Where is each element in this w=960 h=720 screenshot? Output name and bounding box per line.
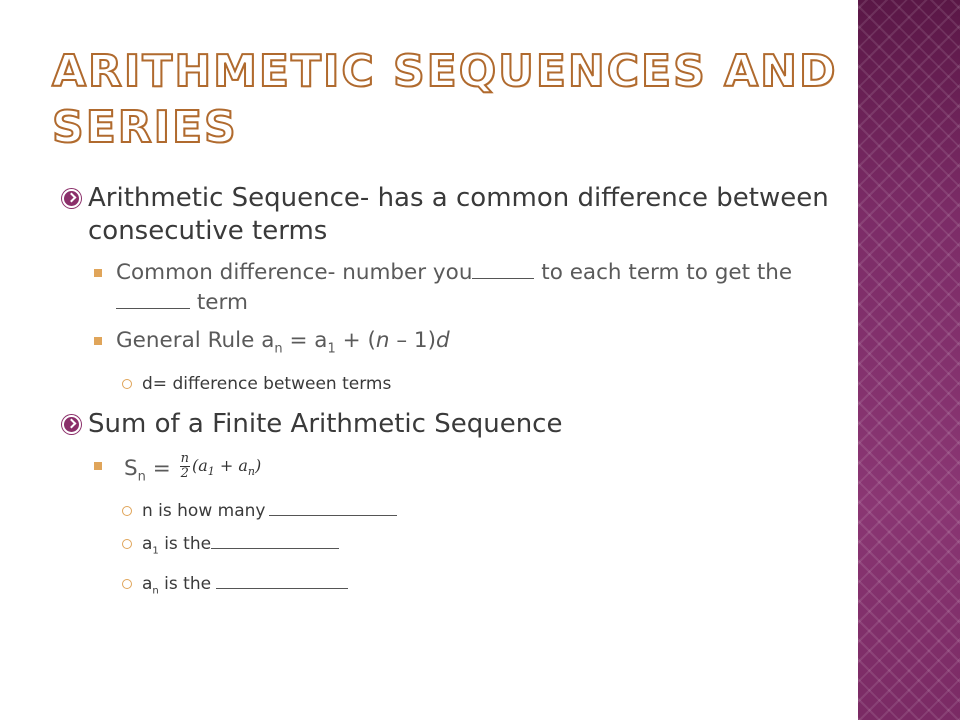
- an-text: is the: [158, 574, 217, 595]
- d-definition: d= difference between terms: [142, 374, 392, 395]
- variable-n: n: [375, 328, 390, 353]
- sum-equals: =: [145, 456, 171, 482]
- bullet-arithmetic-sequence: [62, 182, 852, 248]
- sequence-definition: Arithmetic Sequence- has a common difference between consecutive terms: [88, 183, 829, 246]
- formula-close: ): [254, 456, 262, 476]
- ring-bullet-icon: [122, 539, 132, 549]
- bullet-an-definition: [62, 572, 852, 603]
- a1-text: is the: [158, 533, 212, 554]
- square-bullet-icon: [94, 337, 102, 345]
- ring-bullet-icon: [122, 379, 132, 389]
- subscript-n: n: [137, 469, 146, 485]
- ring-bullet-icon: [122, 506, 132, 516]
- square-bullet-icon: [94, 462, 102, 470]
- fill-in-blank: [472, 264, 534, 279]
- ring-bullet-icon: [122, 579, 132, 589]
- decorative-side-panel: [858, 0, 960, 720]
- fill-in-blank: [211, 534, 339, 549]
- general-rule-tail: + (: [335, 328, 376, 353]
- sum-symbol: S: [124, 456, 138, 482]
- slide-title: ARITHMETIC SEQUENCES AND SERIES: [52, 46, 838, 153]
- bullet-sum-formula: [62, 451, 852, 492]
- formula-paren: (a: [191, 456, 208, 476]
- bullet-general-rule: [62, 326, 852, 364]
- n-definition: n is how many: [142, 500, 266, 521]
- bullet-n-definition: [62, 499, 852, 523]
- slide-content: [62, 182, 852, 615]
- subscript-n: n: [247, 465, 255, 479]
- check-bullet-icon: [62, 415, 81, 434]
- check-bullet-icon: [62, 189, 81, 208]
- an-label: a: [142, 574, 153, 595]
- fill-in-blank: [116, 294, 190, 309]
- subscript-n: n: [274, 341, 283, 357]
- subscript-1: 1: [327, 341, 336, 357]
- general-rule-eq: = a: [282, 328, 328, 353]
- common-difference-text-2: to each term to get the: [534, 260, 793, 285]
- square-bullet-icon: [94, 269, 102, 277]
- bullet-common-difference: [62, 258, 852, 318]
- subscript-n: n: [152, 585, 159, 597]
- bullet-a1-definition: [62, 532, 852, 563]
- sum-heading: Sum of a Finite Arithmetic Sequence: [88, 409, 563, 440]
- subscript-1: 1: [152, 545, 159, 557]
- fill-in-blank: [216, 574, 348, 589]
- fill-in-blank: [269, 501, 397, 516]
- bullet-d-definition: [62, 372, 852, 396]
- general-rule-minus: – 1): [389, 328, 436, 353]
- formula-plus: + a: [214, 456, 248, 476]
- subscript-1: 1: [207, 465, 215, 479]
- sum-formula: [178, 451, 262, 487]
- fraction-denominator: 2: [180, 466, 189, 482]
- variable-d: d: [435, 328, 450, 353]
- fraction: [180, 452, 190, 481]
- common-difference-text: Common difference- number you: [116, 260, 473, 285]
- bullet-sum-heading: [62, 408, 852, 441]
- general-rule-label: General Rule a: [116, 328, 275, 353]
- fraction-numerator: n: [180, 451, 189, 467]
- a1-label: a: [142, 533, 153, 554]
- common-difference-text-3: term: [190, 290, 248, 315]
